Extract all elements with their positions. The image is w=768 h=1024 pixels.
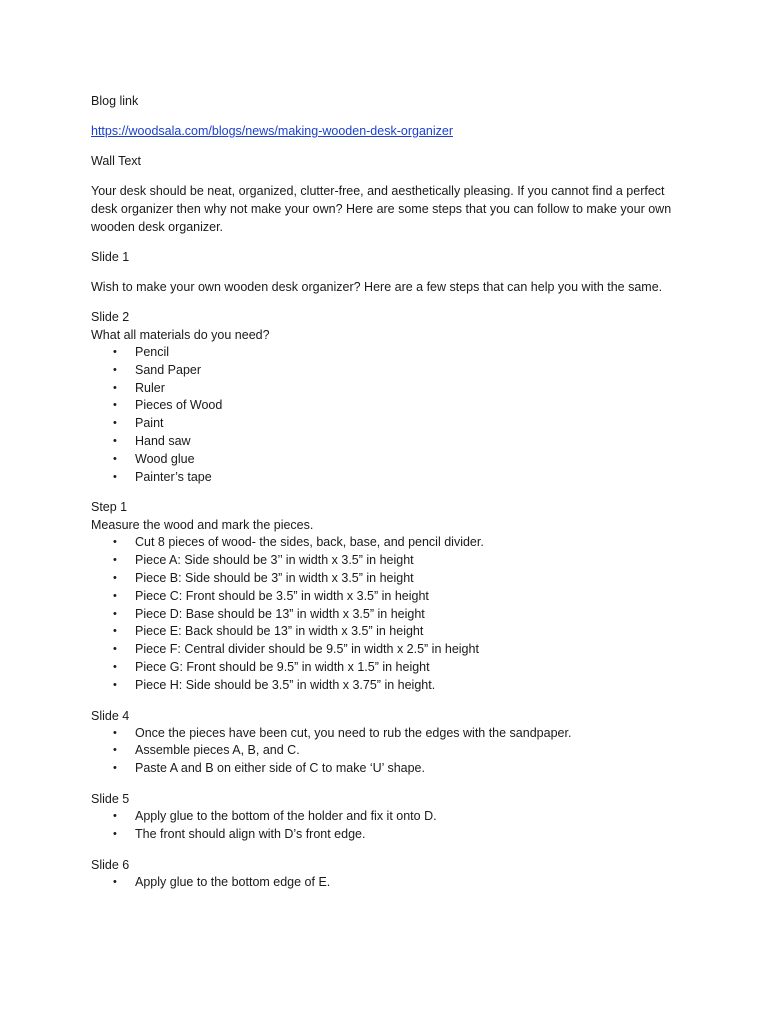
bullet-icon: • — [113, 625, 117, 638]
list-item — [91, 623, 691, 641]
list-item — [91, 415, 691, 433]
list-item — [91, 552, 691, 570]
bullet-icon: • — [113, 363, 117, 376]
list-item — [91, 874, 691, 892]
list-item-text: Pieces of Wood — [135, 398, 223, 413]
bullet-icon: • — [113, 678, 117, 691]
bullet-icon: • — [113, 875, 117, 888]
blog-link-line — [91, 122, 691, 140]
list-item-text: Piece C: Front should be 3.5” in width x 3.5” in height — [135, 588, 429, 603]
document-page — [91, 92, 691, 903]
bullet-icon: • — [113, 417, 117, 430]
list-item — [91, 760, 691, 778]
bullet-icon: • — [113, 381, 117, 394]
list-item-text: Once the pieces have been cut, you need to rub the edges with the sandpaper. — [135, 725, 572, 740]
bullet-icon: • — [113, 589, 117, 602]
wall-text-paragraph: Your desk should be neat, organized, clutter-free, and aesthetically pleasing. If you cannot find a perfect desk organizer then why not make your own? Here are some steps that you can follow to make your own wooden desk organizer. — [91, 184, 672, 234]
bullet-icon: • — [113, 809, 117, 822]
step1-subheading: Measure the wood and mark the pieces. — [91, 518, 314, 533]
slide2-subheading: What all materials do you need? — [91, 328, 270, 342]
list-item — [91, 808, 691, 826]
bullet-icon: • — [113, 762, 117, 775]
list-item-text: Paint — [135, 416, 164, 431]
bullet-icon: • — [113, 827, 117, 840]
list-item-text: Painter’s tape — [135, 469, 212, 484]
blog-link[interactable]: https://woodsala.com/blogs/news/making-wooden-desk-organizer — [91, 124, 453, 138]
list-item — [91, 534, 691, 552]
slide6-heading: Slide 6 — [91, 857, 130, 872]
bullet-icon: • — [113, 554, 117, 567]
bullet-icon: • — [113, 643, 117, 656]
bullet-icon: • — [113, 434, 117, 447]
bullet-icon: • — [113, 452, 117, 465]
list-item-text: Paste A and B on either side of C to make ‘U’ shape. — [135, 761, 425, 776]
list-item — [91, 362, 691, 380]
slide4-list — [91, 725, 691, 778]
slide6-list — [91, 874, 691, 892]
bullet-icon: • — [113, 470, 117, 483]
list-item-text: Wood glue — [135, 451, 195, 466]
list-item-text: Apply glue to the bottom of the holder and fix it onto D. — [135, 808, 437, 823]
list-item — [91, 606, 691, 624]
wall-text-label: Wall Text — [91, 154, 142, 168]
list-item — [91, 469, 691, 487]
slide5-heading: Slide 5 — [91, 791, 130, 806]
list-item — [91, 742, 691, 760]
list-item-text: Sand Paper — [135, 362, 202, 377]
slide1-text: Wish to make your own wooden desk organizer? Here are a few steps that can help you with the same. — [91, 280, 663, 294]
bullet-icon: • — [113, 607, 117, 620]
pieces-list — [91, 534, 691, 694]
bullet-icon: • — [113, 571, 117, 584]
list-item-text: Assemble pieces A, B, and C. — [135, 743, 300, 758]
list-item-text: Cut 8 pieces of wood- the sides, back, base, and pencil divider. — [135, 535, 484, 550]
list-item-text: Piece G: Front should be 9.5” in width x 1.5” in height — [135, 659, 430, 674]
list-item — [91, 570, 691, 588]
list-item-text: Piece A: Side should be 3’’ in width x 3.5” in height — [135, 553, 414, 568]
list-item-text: Piece F: Central divider should be 9.5” in width x 2.5” in height — [135, 642, 479, 657]
slide4-heading: Slide 4 — [91, 708, 130, 723]
step1-heading: Step 1 — [91, 500, 128, 515]
bullet-icon: • — [113, 726, 117, 739]
bullet-icon: • — [113, 399, 117, 412]
list-item — [91, 659, 691, 677]
bullet-icon: • — [113, 744, 117, 757]
list-item-text: Piece H: Side should be 3.5” in width x 3.75” in height. — [135, 677, 436, 692]
materials-list — [91, 344, 691, 486]
list-item — [91, 641, 691, 659]
list-item-text: The front should align with D’s front edge. — [135, 826, 366, 841]
list-item — [91, 826, 691, 844]
bullet-icon: • — [113, 660, 117, 673]
list-item-text: Piece E: Back should be 13” in width x 3.5” in height — [135, 624, 424, 639]
slide2-heading: Slide 2 — [91, 310, 130, 324]
list-item-text: Piece D: Base should be 13” in width x 3.5” in height — [135, 606, 425, 621]
list-item — [91, 451, 691, 469]
list-item-text: Apply glue to the bottom edge of E. — [135, 874, 331, 889]
list-item — [91, 344, 691, 362]
list-item-text: Piece B: Side should be 3” in width x 3.5” in height — [135, 570, 414, 585]
list-item — [91, 725, 691, 743]
list-item — [91, 380, 691, 398]
bullet-icon: • — [113, 536, 117, 549]
slide1-heading: Slide 1 — [91, 250, 130, 264]
bullet-icon: • — [113, 346, 117, 358]
list-item-text: Ruler — [135, 380, 165, 395]
slide5-list — [91, 808, 691, 844]
list-item — [91, 433, 691, 451]
list-item — [91, 677, 691, 695]
list-item-text: Pencil — [135, 345, 170, 359]
list-item — [91, 397, 691, 415]
list-item — [91, 588, 691, 606]
blog-link-label: Blog link — [91, 94, 139, 108]
list-item-text: Hand saw — [135, 433, 191, 448]
